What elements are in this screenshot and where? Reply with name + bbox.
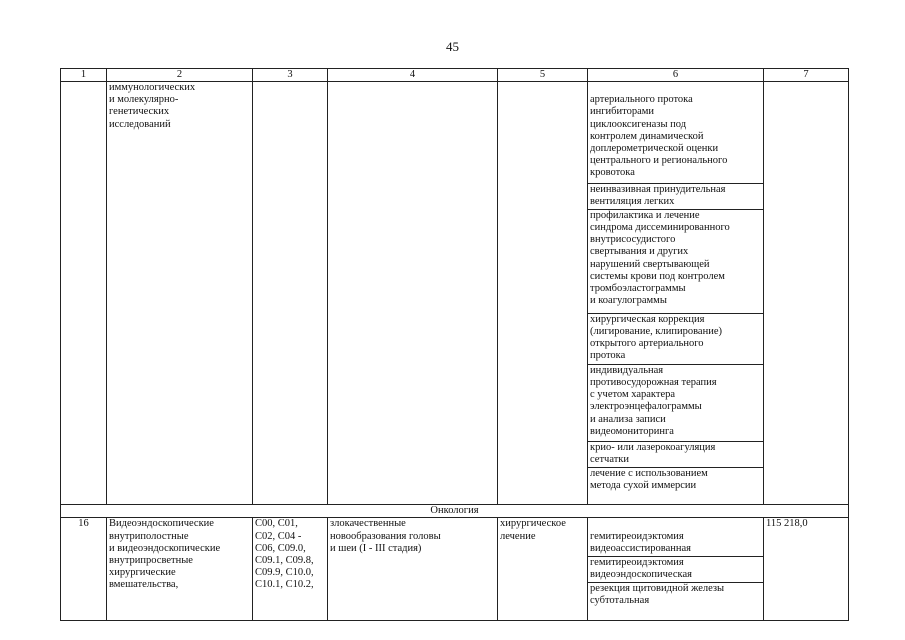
column-header-6: 6 xyxy=(588,69,764,82)
method-list xyxy=(588,531,763,608)
method-item: хирургическая коррекция (лигирование, клипирование) открытого артериального протока xyxy=(588,313,763,364)
method-cell xyxy=(588,82,764,505)
icd-codes-cell: C00, C01, C02, C04 - C06, C09.0, C09.1, C09.8, C09.9, C10.0, C10.1, C10.2, xyxy=(253,518,328,620)
column-header-4: 4 xyxy=(328,69,498,82)
method-item: лечение с использованием метода сухой иммерсии xyxy=(590,467,708,491)
method-list xyxy=(588,94,763,492)
column-header-7: 7 xyxy=(764,69,849,82)
method-item: артериального протока ингибиторами циклооксигеназы под контролем динамической доплерометрической оценки центрального и регионального кровотока xyxy=(588,94,763,183)
method-item: крио- или лазерокоагуляция сетчатки xyxy=(588,441,763,467)
row-number-cell: 16 xyxy=(61,518,107,620)
section-header-row xyxy=(61,505,849,518)
column-header-5: 5 xyxy=(498,69,588,82)
medical-services-table xyxy=(60,68,849,621)
section-title: Онкология xyxy=(61,505,849,518)
cost-cell xyxy=(764,82,849,505)
cost-cell: 115 218,0 xyxy=(764,518,849,620)
column-number-row xyxy=(61,69,849,82)
column-header-1: 1 xyxy=(61,69,107,82)
column-header-2: 2 xyxy=(107,69,253,82)
diagnosis-cell xyxy=(328,82,498,505)
icd-codes-cell xyxy=(253,82,328,505)
diagnosis-cell: злокачественные новообразования головы и шеи (I - III стадия) xyxy=(328,518,498,620)
method-item: неинвазивная принудительная вентиляция легких xyxy=(588,183,763,209)
page-number: 45 xyxy=(446,39,459,54)
method-item: гемитиреоидэктомия видеоэндоскопическая xyxy=(588,557,763,583)
procedure-name-cell: иммунологических и молекулярно- генетических исследований xyxy=(107,82,253,505)
method-item: гемитиреоидэктомия видеоассистированная xyxy=(588,531,763,557)
procedure-name-cell: Видеоэндоскопические внутриполостные и видеоэндоскопические внутрипросветные хирургические вмешательства, xyxy=(107,518,253,620)
table-row xyxy=(61,518,849,620)
treatment-type-cell: хирургическое лечение xyxy=(498,518,588,620)
method-item: профилактика и лечение синдрома диссеминированного внутрисосудистого свертывания и других нарушений свертывающей системы крови под контролем тромбоэластограммы и коагулограммы xyxy=(588,209,763,313)
row-number-cell xyxy=(61,82,107,505)
treatment-type-cell xyxy=(498,82,588,505)
column-header-3: 3 xyxy=(253,69,328,82)
table-row xyxy=(61,82,849,505)
method-item: индивидуальная противосудорожная терапия с учетом характера электроэнцефалограммы и анализа записи видеомониторинга xyxy=(588,364,763,441)
method-item: резекция щитовидной железы субтотальная xyxy=(590,583,725,607)
method-cell xyxy=(588,518,764,620)
